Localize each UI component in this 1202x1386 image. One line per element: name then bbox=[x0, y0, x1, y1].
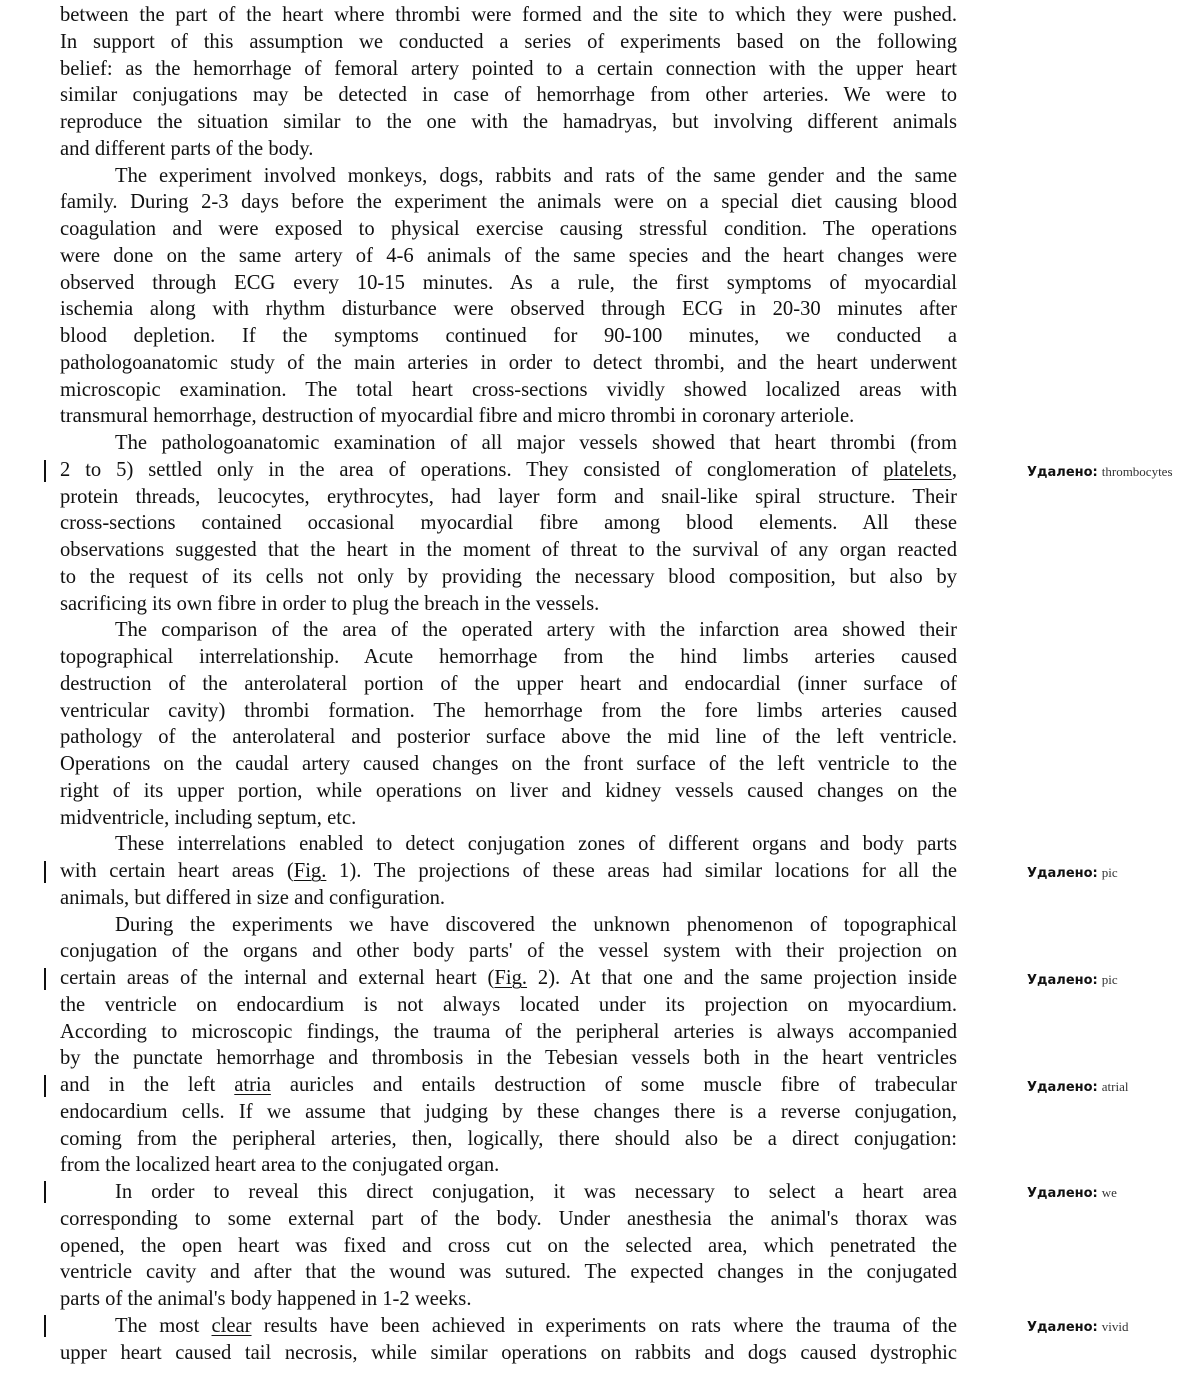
text-line bbox=[60, 1072, 957, 1099]
text-line: between the part of the heart where thrombi were formed and the site to which they were pushed. bbox=[60, 4, 957, 26]
text-line: ischemia along with rhythm disturbance were observed through ECG in 20-30 minutes after bbox=[60, 298, 957, 321]
text-line: During the experiments we have discovered the unknown phenomenon of topographical bbox=[115, 913, 957, 936]
tracked-insertion[interactable]: Fig. bbox=[494, 967, 528, 989]
text-line: similar conjugations may be detected in case of hemorrhage from other arteries. We were to bbox=[60, 84, 957, 107]
text-segment: with certain heart areas ( bbox=[60, 860, 294, 882]
deletion-note-label: Удалено: bbox=[1027, 465, 1098, 480]
deletion-note-label: Удалено: bbox=[1027, 1320, 1098, 1335]
text-line: protein threads, leucocytes, erythrocytes, had layer form and snail-like spiral structure. Their bbox=[60, 485, 957, 508]
deletion-note[interactable] bbox=[1027, 1319, 1128, 1335]
text-line bbox=[60, 457, 957, 484]
deletion-note[interactable] bbox=[1027, 1185, 1117, 1201]
text-line bbox=[60, 858, 957, 885]
text-line: conjugation of the organs and other body parts' of the vessel system with their projection on bbox=[60, 940, 957, 963]
text-segment: 2). At that one and the same projection inside bbox=[527, 967, 957, 989]
text-line: The pathologoanatomic examination of all major vessels showed that heart thrombi (from bbox=[115, 432, 957, 454]
deletion-note-text: pic bbox=[1101, 865, 1118, 880]
text-line: In order to reveal this direct conjugation, it was necessary to select a heart area bbox=[115, 1181, 957, 1203]
text-line: opened, the open heart was fixed and cross cut on the selected area, which penetrated the bbox=[60, 1234, 957, 1257]
change-bar bbox=[44, 1075, 46, 1097]
text-line: According to microscopic findings, the trauma of the peripheral arteries is always accompanied bbox=[60, 1020, 957, 1043]
text-line: transmural hemorrhage, destruction of myocardial fibre and micro thrombi in coronary arteriole. bbox=[60, 405, 855, 428]
deletion-note[interactable] bbox=[1027, 865, 1118, 881]
text-line: In support of this assumption we conducted a series of experiments based on the following bbox=[60, 30, 957, 53]
deletion-note[interactable] bbox=[1027, 972, 1118, 988]
text-line: endocardium cells. If we assume that judging by these changes there is a reverse conjugation, bbox=[60, 1100, 957, 1123]
change-bar bbox=[44, 861, 46, 883]
deletion-note-label: Удалено: bbox=[1027, 1186, 1098, 1201]
deletion-note[interactable] bbox=[1027, 1079, 1128, 1095]
deletion-note-text: we bbox=[1101, 1185, 1117, 1200]
tracked-insertion[interactable]: atria bbox=[234, 1074, 271, 1096]
deletion-note-text: thrombocytes bbox=[1101, 464, 1173, 479]
text-line: topographical interrelationship. Acute hemorrhage from the hind limbs arteries caused bbox=[60, 646, 957, 668]
text-line: and different parts of the body. bbox=[60, 137, 314, 160]
text-segment: The most bbox=[115, 1314, 212, 1337]
tracked-insertion[interactable]: Fig. bbox=[293, 860, 327, 882]
text-segment: 1). The projections of these areas had similar locations for all the bbox=[326, 860, 957, 882]
text-line: blood depletion. If the symptoms continued for 90-100 minutes, we conducted a bbox=[60, 325, 957, 347]
text-line: belief: as the hemorrhage of femoral artery pointed to a certain connection with the upper heart bbox=[60, 57, 957, 80]
text-segment: 2 to 5) settled only in the area of operations. They consisted of conglomeration of bbox=[60, 458, 884, 481]
text-line: coagulation and were exposed to physical exercise causing stressful condition. The operations bbox=[60, 218, 957, 240]
text-line: animals, but differed in size and configuration. bbox=[60, 886, 446, 909]
text-line: family. During 2-3 days before the experiment the animals were on a special diet causing blood bbox=[60, 191, 957, 214]
text-line: upper heart caused tail necrosis, while similar operations on rabbits and dogs caused dystrophic bbox=[60, 1341, 957, 1364]
change-bar bbox=[44, 1181, 46, 1203]
text-line: the ventricle on endocardium is not always located under its projection on myocardium. bbox=[60, 993, 957, 1016]
deletion-note-label: Удалено: bbox=[1027, 973, 1098, 988]
change-bar bbox=[44, 968, 46, 990]
deletion-note-text: pic bbox=[1101, 972, 1118, 987]
text-line: right of its upper portion, while operations on liver and kidney vessels caused changes on the bbox=[60, 779, 957, 802]
text-line: by the punctate hemorrhage and thrombosis in the Tebesian vessels both in the heart ventricles bbox=[60, 1047, 957, 1070]
text-line: cross-sections contained occasional myocardial fibre among blood elements. All these bbox=[60, 512, 957, 535]
text-line: observed through ECG every 10-15 minutes. As a rule, the first symptoms of myocardial bbox=[60, 271, 957, 294]
text-line: midventricle, including septum, etc. bbox=[60, 806, 357, 829]
text-segment: , bbox=[951, 458, 957, 481]
text-line: pathology of the anterolateral and posterior surface above the mid line of the left ventricle. bbox=[60, 726, 957, 749]
text-segment: results have been achieved in experiments on rats where the trauma of the bbox=[251, 1314, 957, 1337]
text-line: coming from the peripheral arteries, then, logically, there should also be a direct conjugation: bbox=[60, 1127, 957, 1150]
text-line: ventricular cavity) thrombi formation. The hemorrhage from the fore limbs arteries caused bbox=[60, 699, 957, 722]
text-line: observations suggested that the heart in the moment of threat to the survival of any organ reacted bbox=[60, 539, 957, 561]
text-line: microscopic examination. The total heart cross-sections vividly showed localized areas with bbox=[60, 378, 957, 401]
text-line: ventricle cavity and after that the wound was sutured. The expected changes in the conjugated bbox=[60, 1261, 957, 1284]
text-line: to the request of its cells not only by providing the necessary blood composition, but also by bbox=[60, 565, 957, 588]
text-line: sacrificing its own fibre in order to plug the breach in the vessels. bbox=[60, 592, 600, 615]
text-line: destruction of the anterolateral portion of the upper heart and endocardial (inner surface of bbox=[60, 672, 957, 695]
text-line bbox=[60, 1313, 957, 1340]
text-segment: certain areas of the internal and external heart ( bbox=[60, 967, 495, 989]
deletion-note-label: Удалено: bbox=[1027, 866, 1098, 881]
text-line: These interrelations enabled to detect conjugation zones of different organs and body parts bbox=[115, 833, 957, 856]
document-body bbox=[60, 2, 957, 1366]
text-segment: auricles and entails destruction of some muscle fibre of trabecular bbox=[270, 1074, 957, 1096]
text-line: corresponding to some external part of the body. Under anesthesia the animal's thorax was bbox=[60, 1207, 957, 1230]
text-line: The comparison of the area of the operated artery with the infarction area showed their bbox=[115, 619, 957, 642]
text-line bbox=[60, 965, 957, 992]
text-line: reproduce the situation similar to the one with the hamadryas, but involving different animals bbox=[60, 111, 957, 133]
text-line: parts of the animal's body happened in 1-2 weeks. bbox=[60, 1288, 472, 1310]
deletion-note-text: atrial bbox=[1101, 1079, 1129, 1094]
deletion-note[interactable] bbox=[1027, 464, 1173, 480]
change-bar bbox=[44, 460, 46, 482]
tracked-insertion[interactable]: clear bbox=[211, 1314, 252, 1337]
text-line: from the localized heart area to the conjugated organ. bbox=[60, 1154, 500, 1177]
text-line: pathologoanatomic study of the main arteries in order to detect thrombi, and the heart underwent bbox=[60, 351, 957, 374]
deletion-note-text: vivid bbox=[1101, 1319, 1129, 1334]
text-line: The experiment involved monkeys, dogs, rabbits and rats of the same gender and the same bbox=[115, 164, 957, 187]
deletion-note-label: Удалено: bbox=[1027, 1080, 1098, 1095]
text-line: were done on the same artery of 4-6 animals of the same species and the heart changes were bbox=[60, 244, 957, 267]
text-line: Operations on the caudal artery caused changes on the front surface of the left ventricle to the bbox=[60, 753, 957, 775]
tracked-insertion[interactable]: platelets bbox=[883, 458, 952, 481]
text-segment: and in the left bbox=[60, 1074, 235, 1096]
change-bar bbox=[44, 1315, 46, 1337]
